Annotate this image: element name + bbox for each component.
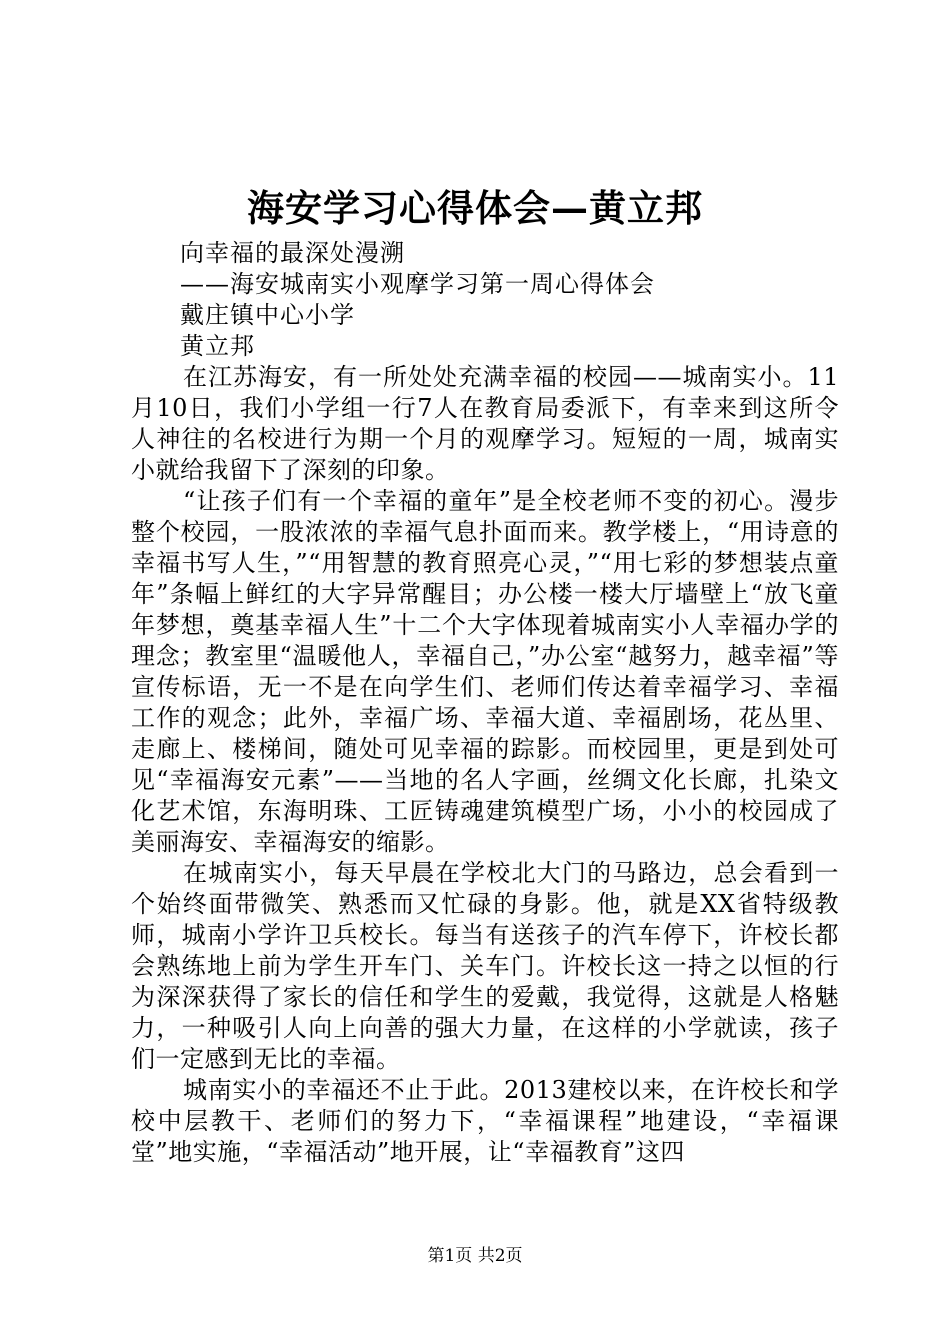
- body-paragraph: “让孩子们有一个幸福的童年”是全校老师不变的初心。漫步整个校园，一股浓浓的幸福气息扑面而来。教学楼上，“用诗意的幸福书写人生，”“用智慧的教育照亮心灵，”“用七彩的梦想装点童年”条幅上鲜红的大字异常醒目；办公楼一楼大厅墙壁上“放飞童年梦想，奠基幸福人生”十二个大字体现着城南实小人幸福办学的理念；教室里“温暖他人，幸福自己，”办公室“越努力，越幸福”等宣传标语，无一不是在向学生们、老师们传达着幸福学习、幸福工作的观念；此外，幸福广场、幸福大道、幸福剧场，花丛里、走廊上、楼梯间，随处可见幸福的踪影。而校园里，更是到处可见“幸福海安元素”——当地的名人字画，丝绸文化长廊，扎染文化艺术馆，东海明珠、工匠铸魂建筑模型广场，小小的校园成了美丽海安、幸福海安的缩影。: [131, 487, 839, 856]
- body-paragraph: 在城南实小，每天早晨在学校北大门的马路边，总会看到一个始终面带微笑、熟悉而又忙碌的身影。他，就是XX省特级教师，城南小学许卫兵校长。每当有送孩子的汽车停下，许校长都会熟练地上前为学生开车门、关车门。许校长这一持之以恒的行为深深获得了家长的信任和学生的爱戴，我觉得，这就是人格魅力，一种吸引人向上向善的强大力量，在这样的小学就读，孩子们一定感到无比的幸福。: [131, 859, 839, 1073]
- body-paragraph: 城南实小的幸福还不止于此。2013建校以来，在许校长和学校中层教干、老师们的努力下，“幸福课程”地建设，“幸福课堂”地实施，“幸福活动”地开展，让“幸福教育”这四: [131, 1076, 839, 1166]
- school-name-line: 戴庄镇中心小学: [180, 301, 355, 329]
- page-footer: 第1页 共2页: [427, 1246, 523, 1266]
- document-body: [131, 362, 839, 1168]
- author-name-line: 黄立邦: [180, 332, 255, 360]
- subtitle-line: 向幸福的最深处漫溯: [180, 239, 405, 267]
- document-header-block: [180, 238, 840, 362]
- document-title: 海安学习心得体会—黄立邦: [247, 186, 703, 230]
- subtitle-secondary-line: ——海安城南实小观摩学习第一周心得体会: [180, 270, 655, 298]
- body-paragraph: 在江苏海安，有一所处处充满幸福的校园——城南实小。11月10日，我们小学组一行7人在教育局委派下，有幸来到这所令人神往的名校进行为期一个月的观摩学习。短短的一周，城南实小就给我留下了深刻的印象。: [131, 363, 839, 484]
